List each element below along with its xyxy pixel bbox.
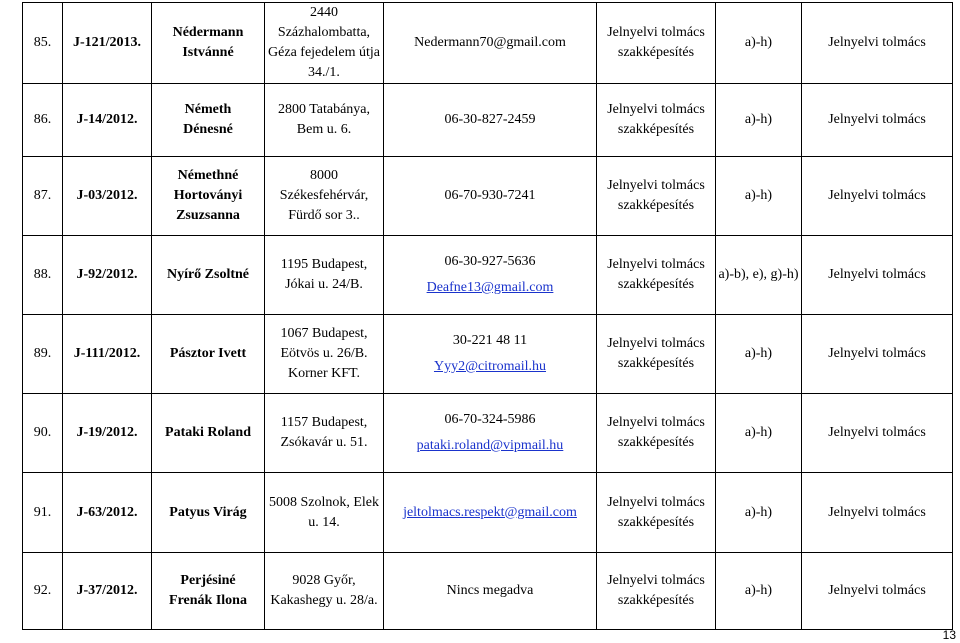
qualification-line: szakképesítés [617, 198, 695, 213]
person-name [152, 236, 265, 315]
address-line: Székesfehérvár, [279, 188, 369, 203]
qualification-line: szakképesítés [617, 514, 695, 530]
qualification [597, 236, 716, 315]
contact [384, 553, 597, 630]
row-number-text: 92. [33, 583, 52, 598]
registration-id-text: J-19/2012. [76, 425, 138, 440]
interpreter-type-text: Jelnyelvi tolmács [828, 267, 926, 282]
registration-id-text: J-111/2012. [73, 346, 141, 361]
row-number-text: 86. [33, 112, 52, 127]
interpreter-type [802, 157, 953, 236]
table-row [23, 236, 953, 315]
qualification [597, 157, 716, 236]
scope-text: a)-h) [744, 583, 773, 598]
person-name [152, 553, 265, 630]
name-line: Nédermann [172, 25, 244, 40]
registration-id [63, 553, 152, 630]
scope-text: a)-h) [744, 504, 773, 520]
table-row [23, 3, 953, 84]
contact-text: 30-221 48 11 [452, 333, 528, 348]
table-row [23, 157, 953, 236]
registration-id [63, 236, 152, 315]
name-line: Frenák Ilona [169, 593, 247, 608]
registration-id [63, 394, 152, 473]
interpreter-type-text: Jelnyelvi tolmács [828, 346, 926, 361]
name-line: Némethné [177, 168, 239, 183]
address-line: Eötvös u. 26/B. [280, 346, 368, 361]
person-name [152, 315, 265, 394]
email-link[interactable]: Deafne13@gmail.com [426, 280, 554, 295]
address-line: Százhalombatta, [277, 25, 371, 40]
registration-id [63, 473, 152, 553]
address-line: 1157 Budapest, [280, 415, 368, 430]
registration-id-text: J-121/2013. [72, 35, 142, 50]
contact-text: 06-30-927-5636 [444, 254, 536, 269]
row-number-text: 91. [33, 504, 52, 520]
interpreter-type [802, 315, 953, 394]
contact [384, 3, 597, 84]
person-name [152, 473, 265, 553]
qualification-line: szakképesítés [617, 435, 695, 450]
row-number [23, 394, 63, 473]
address-line: 5008 Szolnok, Elek [268, 494, 380, 510]
qualification-line: Jelnyelvi tolmács [607, 336, 705, 351]
row-number [23, 315, 63, 394]
address-line: 34./1. [308, 65, 340, 80]
qualification [597, 84, 716, 157]
table-row [23, 315, 953, 394]
address-line: Korner KFT. [287, 366, 361, 381]
registration-id-text: J-37/2012. [76, 583, 138, 598]
email-link[interactable]: jeltolmacs.respekt@gmail.com [403, 504, 577, 520]
name-line: Istvánné [182, 45, 234, 60]
address-line: 2440 [310, 5, 338, 20]
interpreter-register-table [22, 2, 953, 630]
scope [716, 394, 802, 473]
interpreter-type-text: Jelnyelvi tolmács [828, 425, 926, 440]
address-line: u. 14. [308, 514, 340, 530]
table-row [23, 84, 953, 157]
qualification-line: Jelnyelvi tolmács [607, 494, 705, 510]
row-number [23, 236, 63, 315]
contact-text: 06-30-827-2459 [444, 112, 536, 127]
person-name [152, 3, 265, 84]
contact-text: 06-70-930-7241 [444, 188, 536, 203]
contact-text: Nincs megadva [446, 583, 534, 598]
name-line: Zsuzsanna [176, 208, 240, 223]
contact [384, 473, 597, 553]
contact [384, 394, 597, 473]
row-number-text: 89. [33, 346, 52, 361]
row-number-text: 85. [33, 35, 52, 50]
scope-text: a)-h) [744, 35, 773, 50]
registration-id-text: J-03/2012. [76, 188, 138, 203]
name-line: Patyus Virág [169, 504, 247, 520]
interpreter-type [802, 236, 953, 315]
row-number [23, 473, 63, 553]
page-number: 13 [942, 628, 956, 642]
name-line: Nyírő Zsoltné [166, 267, 250, 282]
address-line: 8000 [310, 168, 338, 183]
row-number [23, 84, 63, 157]
interpreter-type [802, 84, 953, 157]
address [265, 394, 384, 473]
table-row [23, 553, 953, 630]
registration-id [63, 3, 152, 84]
interpreter-type-text: Jelnyelvi tolmács [828, 35, 926, 50]
scope-text: a)-h) [744, 188, 773, 203]
interpreter-type-text: Jelnyelvi tolmács [828, 504, 926, 520]
scope [716, 236, 802, 315]
qualification [597, 315, 716, 394]
address-line: 1195 Budapest, [280, 257, 368, 272]
person-name [152, 157, 265, 236]
row-number-text: 87. [33, 188, 52, 203]
qualification-line: szakképesítés [617, 593, 695, 608]
qualification-line: Jelnyelvi tolmács [607, 25, 705, 40]
qualification-line: szakképesítés [617, 277, 695, 292]
qualification-line: Jelnyelvi tolmács [607, 573, 705, 588]
contact [384, 84, 597, 157]
qualification-line: Jelnyelvi tolmács [607, 257, 705, 272]
qualification-line: Jelnyelvi tolmács [607, 415, 705, 430]
scope [716, 553, 802, 630]
scope-text: a)-b), e), g)-h) [718, 267, 799, 282]
address-line: Jókai u. 24/B. [285, 277, 363, 292]
name-line: Dénesné [183, 122, 233, 137]
address-line: Géza fejedelem útja [268, 45, 380, 60]
contact [384, 157, 597, 236]
table-body [23, 3, 953, 630]
scope [716, 3, 802, 84]
row-number [23, 553, 63, 630]
table-row [23, 394, 953, 473]
registration-id-text: J-92/2012. [76, 267, 138, 282]
qualification-line: szakképesítés [617, 45, 695, 60]
registration-id-text: J-63/2012. [76, 504, 138, 520]
address-line: 9028 Győr, [292, 573, 356, 588]
registration-id [63, 84, 152, 157]
interpreter-type-text: Jelnyelvi tolmács [828, 188, 926, 203]
name-line: Németh [184, 102, 232, 117]
address-line: Bem u. 6. [296, 122, 352, 137]
qualification-line: Jelnyelvi tolmács [607, 178, 705, 193]
person-name [152, 394, 265, 473]
interpreter-type-text: Jelnyelvi tolmács [828, 112, 926, 127]
qualification-line: szakképesítés [617, 356, 695, 371]
name-line: Pásztor Ivett [169, 346, 247, 361]
interpreter-type [802, 3, 953, 84]
address [265, 473, 384, 553]
address [265, 3, 384, 84]
name-line: Perjésiné [180, 573, 236, 588]
address-line: Kakashegy u. 28/a. [270, 593, 378, 608]
row-number-text: 88. [33, 267, 52, 282]
registration-id-text: J-14/2012. [76, 112, 138, 127]
name-line: Pataki Roland [165, 425, 251, 440]
qualification-line: szakképesítés [617, 122, 695, 137]
contact [384, 315, 597, 394]
row-number [23, 157, 63, 236]
table-row [23, 473, 953, 553]
address [265, 553, 384, 630]
row-number-text: 90. [33, 425, 52, 440]
address-line: 2800 Tatabánya, [277, 102, 371, 117]
address-line: Fürdő sor 3.. [288, 208, 360, 223]
email-link[interactable]: Yyy2@citromail.hu [433, 359, 547, 374]
scope-text: a)-h) [744, 425, 773, 440]
registration-id [63, 315, 152, 394]
scope [716, 157, 802, 236]
scope [716, 473, 802, 553]
email-link[interactable]: pataki.roland@vipmail.hu [416, 438, 564, 453]
scope [716, 84, 802, 157]
interpreter-type [802, 553, 953, 630]
registration-id [63, 157, 152, 236]
qualification [597, 473, 716, 553]
qualification [597, 3, 716, 84]
address [265, 236, 384, 315]
address-line: Zsókavár u. 51. [280, 435, 368, 450]
address [265, 84, 384, 157]
scope [716, 315, 802, 394]
scope-text: a)-h) [744, 346, 773, 361]
name-line: Hortoványi [173, 188, 243, 203]
scope-text: a)-h) [744, 112, 773, 127]
address-line: 1067 Budapest, [280, 326, 368, 341]
qualification-line: Jelnyelvi tolmács [607, 102, 705, 117]
address [265, 315, 384, 394]
contact [384, 236, 597, 315]
row-number [23, 3, 63, 84]
address [265, 157, 384, 236]
qualification [597, 394, 716, 473]
qualification [597, 553, 716, 630]
person-name [152, 84, 265, 157]
interpreter-type [802, 394, 953, 473]
interpreter-type [802, 473, 953, 553]
interpreter-type-text: Jelnyelvi tolmács [828, 583, 926, 598]
contact-text: 06-70-324-5986 [444, 412, 536, 427]
contact-text: Nedermann70@gmail.com [414, 35, 566, 50]
